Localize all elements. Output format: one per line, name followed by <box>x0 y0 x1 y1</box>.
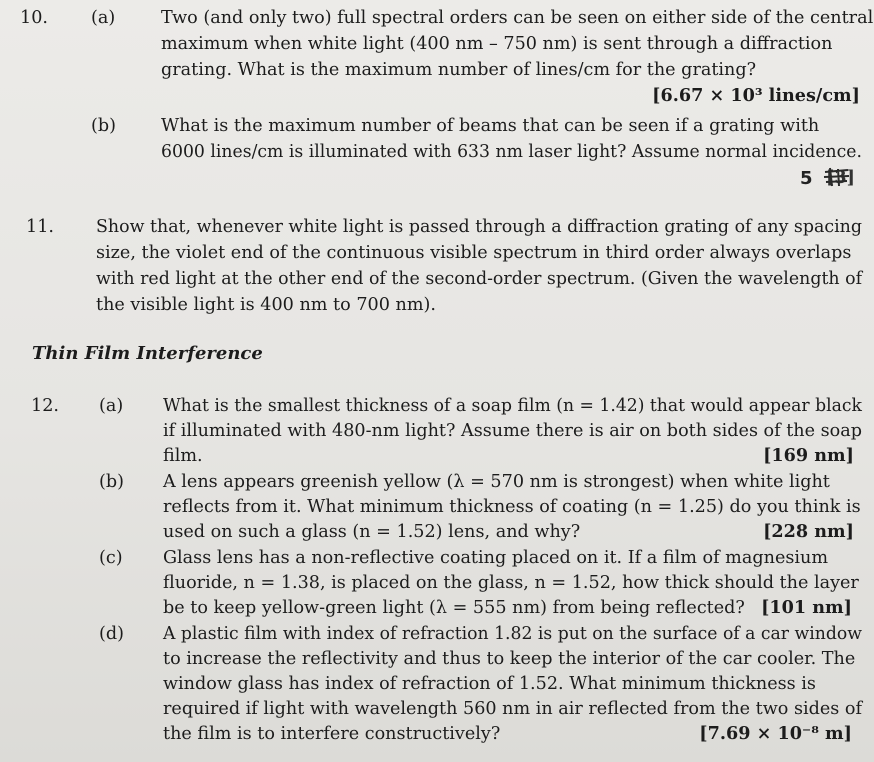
question-10a-label: (a) <box>91 8 116 28</box>
question-12d-label: (d) <box>99 624 124 644</box>
question-11-number: 11. <box>26 217 54 237</box>
question-12b-line-3: used on such a glass (n = 1.52) lens, and why? <box>163 522 581 542</box>
question-10a-line-1: Two (and only two) full spectral orders can be seen on either side of the central <box>161 8 874 28</box>
question-12d-line-1: A plastic film with index of refraction 1.82 is put on the surface of a car window <box>163 624 862 644</box>
question-12a-label: (a) <box>99 396 124 416</box>
question-12b-answer: [228 nm] <box>763 521 854 542</box>
question-10a-line-2: maximum when white light (400 nm – 750 nm) is sent through a diffraction <box>161 34 833 54</box>
question-12a-line-2: if illuminated with 480-nm light? Assume there is air on both sides of the soap <box>163 421 862 441</box>
question-10b-label: (b) <box>91 116 116 136</box>
question-12b-label: (b) <box>99 472 124 492</box>
question-11-line-1: Show that, whenever white light is passed through a diffraction grating of any spacing <box>96 217 863 237</box>
section-title: Thin Film Interference <box>32 343 263 364</box>
question-12c-label: (c) <box>99 548 123 568</box>
question-10-number: 10. <box>20 8 48 28</box>
question-12d-line-4: required if light with wavelength 560 nm in air reflected from the two sides of <box>163 699 862 719</box>
question-12a-line-1: What is the smallest thickness of a soap film (n = 1.42) that would appear black <box>163 396 862 416</box>
question-12a-line-3: film. <box>163 446 203 466</box>
question-12c-line-1: Glass lens has a non-reflective coating placed on it. If a film of magnesium <box>163 548 829 568</box>
question-12d-line-5: the film is to interfere constructively? <box>163 724 501 744</box>
question-10b-line-2: 6000 lines/cm is illuminated with 633 nm laser light? Assume normal incidence. <box>161 142 862 162</box>
question-12a-answer: [169 nm] <box>763 445 854 466</box>
handwritten-answer-10b: 5 <box>800 168 813 189</box>
question-12b-line-1: A lens appears greenish yellow (λ = 570 nm is strongest) when white light <box>163 472 830 492</box>
question-12b-line-2: reflects from it. What minimum thickness of coating (n = 1.25) do you think is <box>163 497 861 517</box>
question-10a-answer: [6.67 × 10³ lines/cm] <box>652 85 860 106</box>
question-12c-line-3: be to keep yellow-green light (λ = 555 nm) from being reflected? <box>163 598 745 618</box>
question-10b-answer-scribbled: [3] <box>826 167 855 188</box>
question-12d-line-3: window glass has index of refraction of 1.52. What minimum thickness is <box>163 674 816 694</box>
question-11-line-4: the visible light is 400 nm to 700 nm). <box>96 295 436 315</box>
question-12c-line-2: fluoride, n = 1.38, is placed on the glass, n = 1.52, how thick should the layer <box>163 573 859 593</box>
question-10a-line-3: grating. What is the maximum number of lines/cm for the grating? <box>161 60 757 80</box>
question-10b-line-1: What is the maximum number of beams that can be seen if a grating with <box>161 116 820 136</box>
question-12-number: 12. <box>31 396 59 416</box>
question-12c-answer: [101 nm] <box>761 597 852 618</box>
question-12d-line-2: to increase the reflectivity and thus to keep the interior of the car cooler. The <box>163 649 856 669</box>
scribble-mark <box>822 166 852 188</box>
question-11-line-3: with red light at the other end of the second-order spectrum. (Given the wavelength of <box>96 269 863 289</box>
question-11-line-2: size, the violet end of the continuous visible spectrum in third order always overlaps <box>96 243 852 263</box>
question-12d-answer: [7.69 × 10⁻⁸ m] <box>699 723 852 744</box>
